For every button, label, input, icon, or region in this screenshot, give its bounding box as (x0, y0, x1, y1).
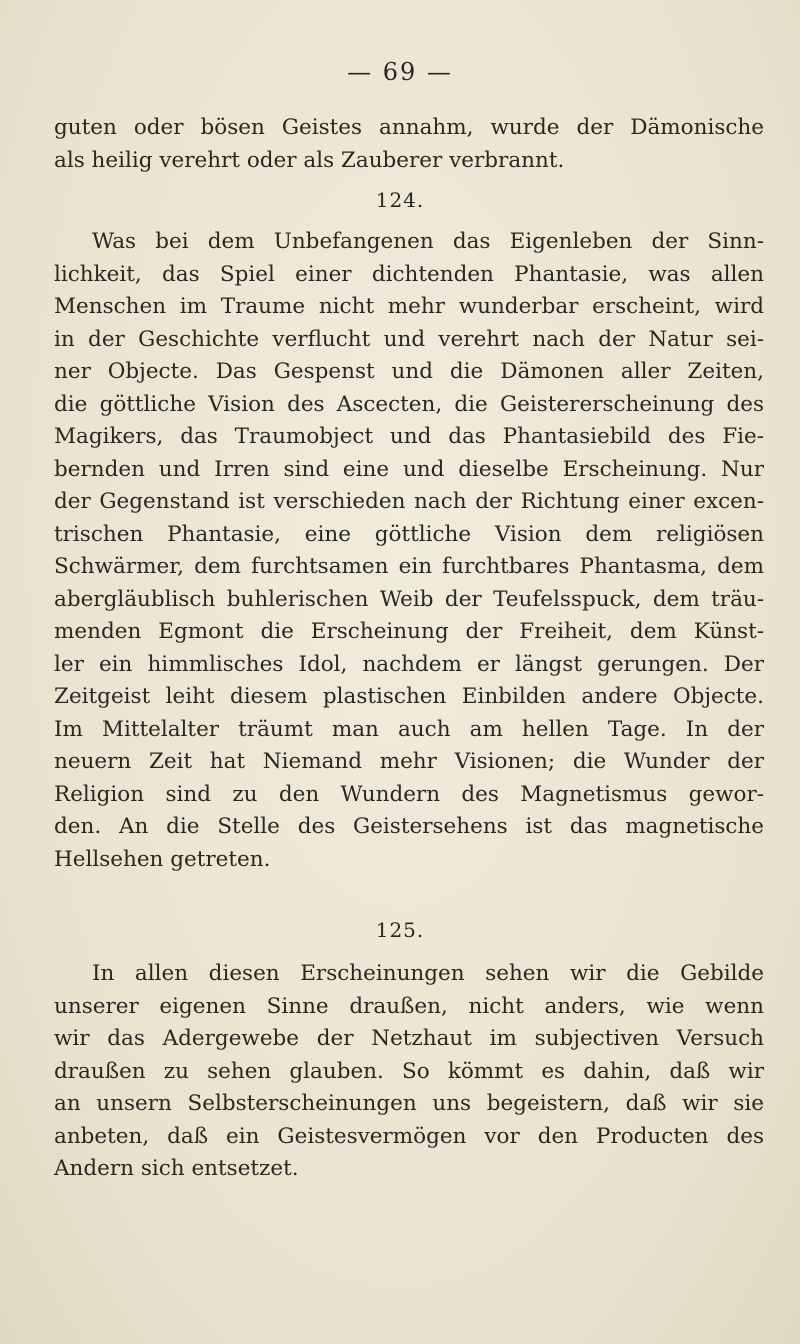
text-line: anbeten, daß ein Geistesvermögen vor den Producten des (54, 1123, 764, 1149)
text-line: der Gegenstand ist verschieden nach der Richtung einer excen- (54, 489, 764, 514)
text-line: Hellsehen getreten. (54, 846, 271, 872)
text-line: lichkeit, das Spiel einer dichtenden Phantasie, was allen (54, 261, 764, 287)
text-line: abergläublisch buhlerischen Weib der Teufelsspuck, dem träu- (54, 586, 764, 612)
text-line: Zeitgeist leiht diesem plastischen Einbilden andere Objecte. (54, 684, 764, 709)
paragraph-124 (54, 226, 764, 876)
text-line: neuern Zeit hat Niemand mehr Visionen; die Wunder der (54, 749, 764, 774)
text-line: trischen Phantasie, eine göttliche Vision dem religiösen (54, 521, 764, 547)
text-line: in der Geschichte verflucht und verehrt nach der Natur sei- (54, 326, 764, 352)
text-line: Andern sich entsetzet. (54, 1156, 299, 1181)
text-line: an unsern Selbsterscheinungen uns begeistern, daß wir sie (54, 1091, 764, 1116)
paragraph-continuation (54, 112, 764, 177)
section-number-125: 125. (375, 918, 425, 942)
text-line: ner Objecte. Das Gespenst und die Dämonen aller Zeiten, (54, 359, 764, 384)
text-line: draußen zu sehen glauben. So kömmt es dahin, daß wir (54, 1058, 764, 1084)
text-line: Schwärmer, dem furchtsamen ein furchtbares Phantasma, dem (54, 554, 764, 579)
text-line: Magikers, das Traumobject und das Phantasiebild des Fie- (54, 424, 764, 449)
text-line: die göttliche Vision des Ascecten, die Geistererscheinung des (54, 391, 764, 417)
text-line: ler ein himmlisches Idol, nachdem er längst gerungen. Der (54, 651, 764, 677)
text-line: menden Egmont die Erscheinung der Freiheit, dem Künst- (54, 619, 764, 644)
text-line: Menschen im Traume nicht mehr wunderbar erscheint, wird (54, 294, 764, 319)
text-line: guten oder bösen Geistes annahm, wurde der Dämonische (54, 115, 764, 140)
text-line: bernden und Irren sind eine und dieselbe Erscheinung. Nur (54, 456, 764, 482)
page-number: — 69 — (347, 58, 453, 86)
paragraph-125 (54, 958, 764, 1186)
text-line: als heilig verehrt oder als Zauberer verbrannt. (54, 147, 565, 173)
section-number-124: 124. (375, 188, 425, 212)
text-line: wir das Adergewebe der Netzhaut im subjectiven Versuch (54, 1026, 764, 1051)
text-line: In allen diesen Erscheinungen sehen wir die Gebilde (92, 961, 764, 986)
text-line: unserer eigenen Sinne draußen, nicht anders, wie wenn (54, 993, 764, 1019)
text-line: Was bei dem Unbefangenen das Eigenleben der Sinn- (92, 229, 764, 254)
text-line: Religion sind zu den Wundern des Magnetismus gewor- (54, 781, 764, 807)
text-line: Im Mittelalter träumt man auch am hellen Tage. In der (54, 716, 764, 742)
text-line: den. An die Stelle des Geistersehens ist das magnetische (54, 814, 764, 839)
